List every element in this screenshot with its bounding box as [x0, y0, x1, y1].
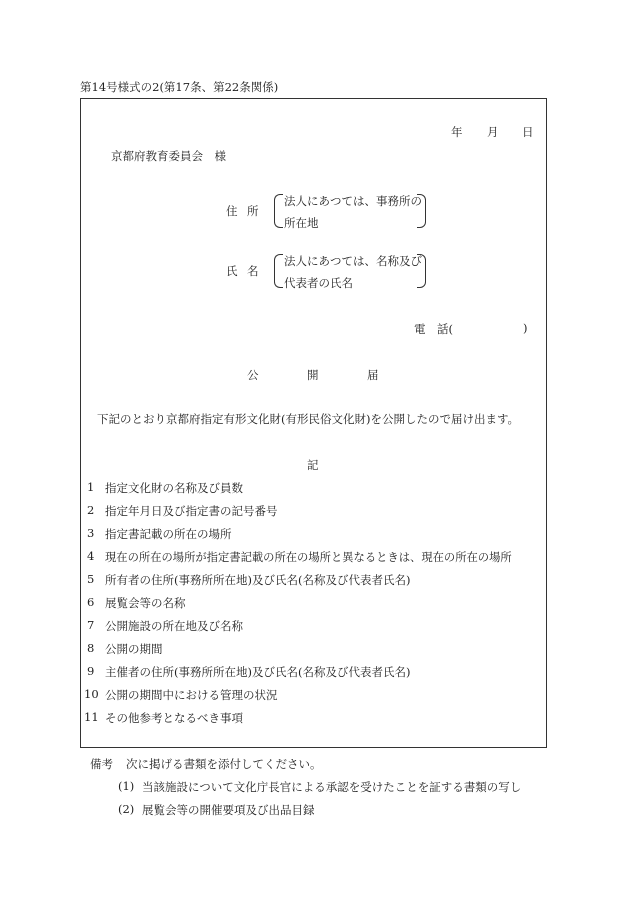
- name-note-line1: 法人にあつては、名称及び: [284, 254, 422, 268]
- item-num: 11: [84, 710, 99, 724]
- phone-label: 電 話(: [414, 322, 453, 336]
- item-text: 指定年月日及び指定書の記号番号: [105, 504, 278, 518]
- item-num: 5: [87, 572, 95, 586]
- remarks-intro: 次に掲げる書類を添付してください。: [126, 757, 322, 771]
- remarks-item-text: 展覧会等の開催要項及び出品目録: [142, 803, 315, 817]
- date-year: 年: [451, 125, 463, 139]
- date-month: 月: [487, 125, 499, 139]
- name-label-2: 名: [247, 264, 259, 278]
- item-num: 10: [84, 687, 99, 701]
- address-label-2: 所: [247, 204, 259, 218]
- item-text: 所有者の住所(事務所所在地)及び氏名(名称及び代表者氏名): [105, 573, 411, 587]
- item-num: 1: [87, 480, 95, 494]
- item-text: 現在の所在の場所が指定書記載の所在の場所と異なるときは、現在の所在の場所: [105, 551, 512, 564]
- item-text: 指定書記載の所在の場所: [105, 527, 232, 541]
- form-number: 第14号様式の2(第17条、第22条関係): [80, 80, 279, 94]
- title-char-3: 届: [367, 368, 379, 382]
- address-bracket-left: [274, 194, 283, 228]
- address-bracket-right: [417, 194, 426, 228]
- item-text: 展覧会等の名称: [105, 596, 186, 610]
- ki-heading: 記: [307, 458, 319, 472]
- address-note-line2: 所在地: [284, 216, 319, 230]
- item-text: 公開施設の所在地及び名称: [105, 619, 243, 633]
- item-num: 4: [87, 549, 95, 563]
- remarks-item-num: (2): [118, 802, 135, 816]
- item-num: 2: [87, 503, 95, 517]
- remarks-item-text: 当該施設について文化庁長官による承認を受けたことを証する書類の写し: [142, 780, 522, 794]
- phone-close: ): [523, 321, 528, 335]
- item-text: 公開の期間: [105, 642, 163, 656]
- name-label-1: 氏: [226, 264, 238, 278]
- item-num: 6: [87, 595, 95, 609]
- address-label-1: 住: [226, 204, 238, 218]
- addressee: 京都府教育委員会 様: [111, 149, 226, 163]
- item-num: 9: [87, 664, 95, 678]
- name-bracket-right: [417, 254, 426, 288]
- item-text: その他参考となるべき事項: [105, 711, 243, 725]
- title-char-2: 開: [307, 368, 319, 382]
- title-char-1: 公: [247, 368, 259, 382]
- date-day: 日: [522, 125, 534, 139]
- remarks-item-num: (1): [118, 779, 135, 793]
- item-num: 7: [87, 618, 95, 632]
- form-frame: [80, 98, 547, 748]
- item-text: 公開の期間中における管理の状況: [105, 688, 278, 702]
- item-num: 8: [87, 641, 95, 655]
- item-text: 指定文化財の名称及び員数: [105, 481, 243, 495]
- address-note-line1: 法人にあつては、事務所の: [284, 194, 422, 208]
- name-note-line2: 代表者の氏名: [284, 276, 353, 290]
- item-text: 主催者の住所(事務所所在地)及び氏名(名称及び代表者氏名): [105, 665, 411, 679]
- name-bracket-left: [274, 254, 283, 288]
- remarks-label: 備考: [90, 757, 113, 771]
- item-num: 3: [87, 526, 95, 540]
- body-text: 下記のとおり京都府指定有形文化財(有形民俗文化財)を公開したので届け出ます。: [97, 412, 520, 426]
